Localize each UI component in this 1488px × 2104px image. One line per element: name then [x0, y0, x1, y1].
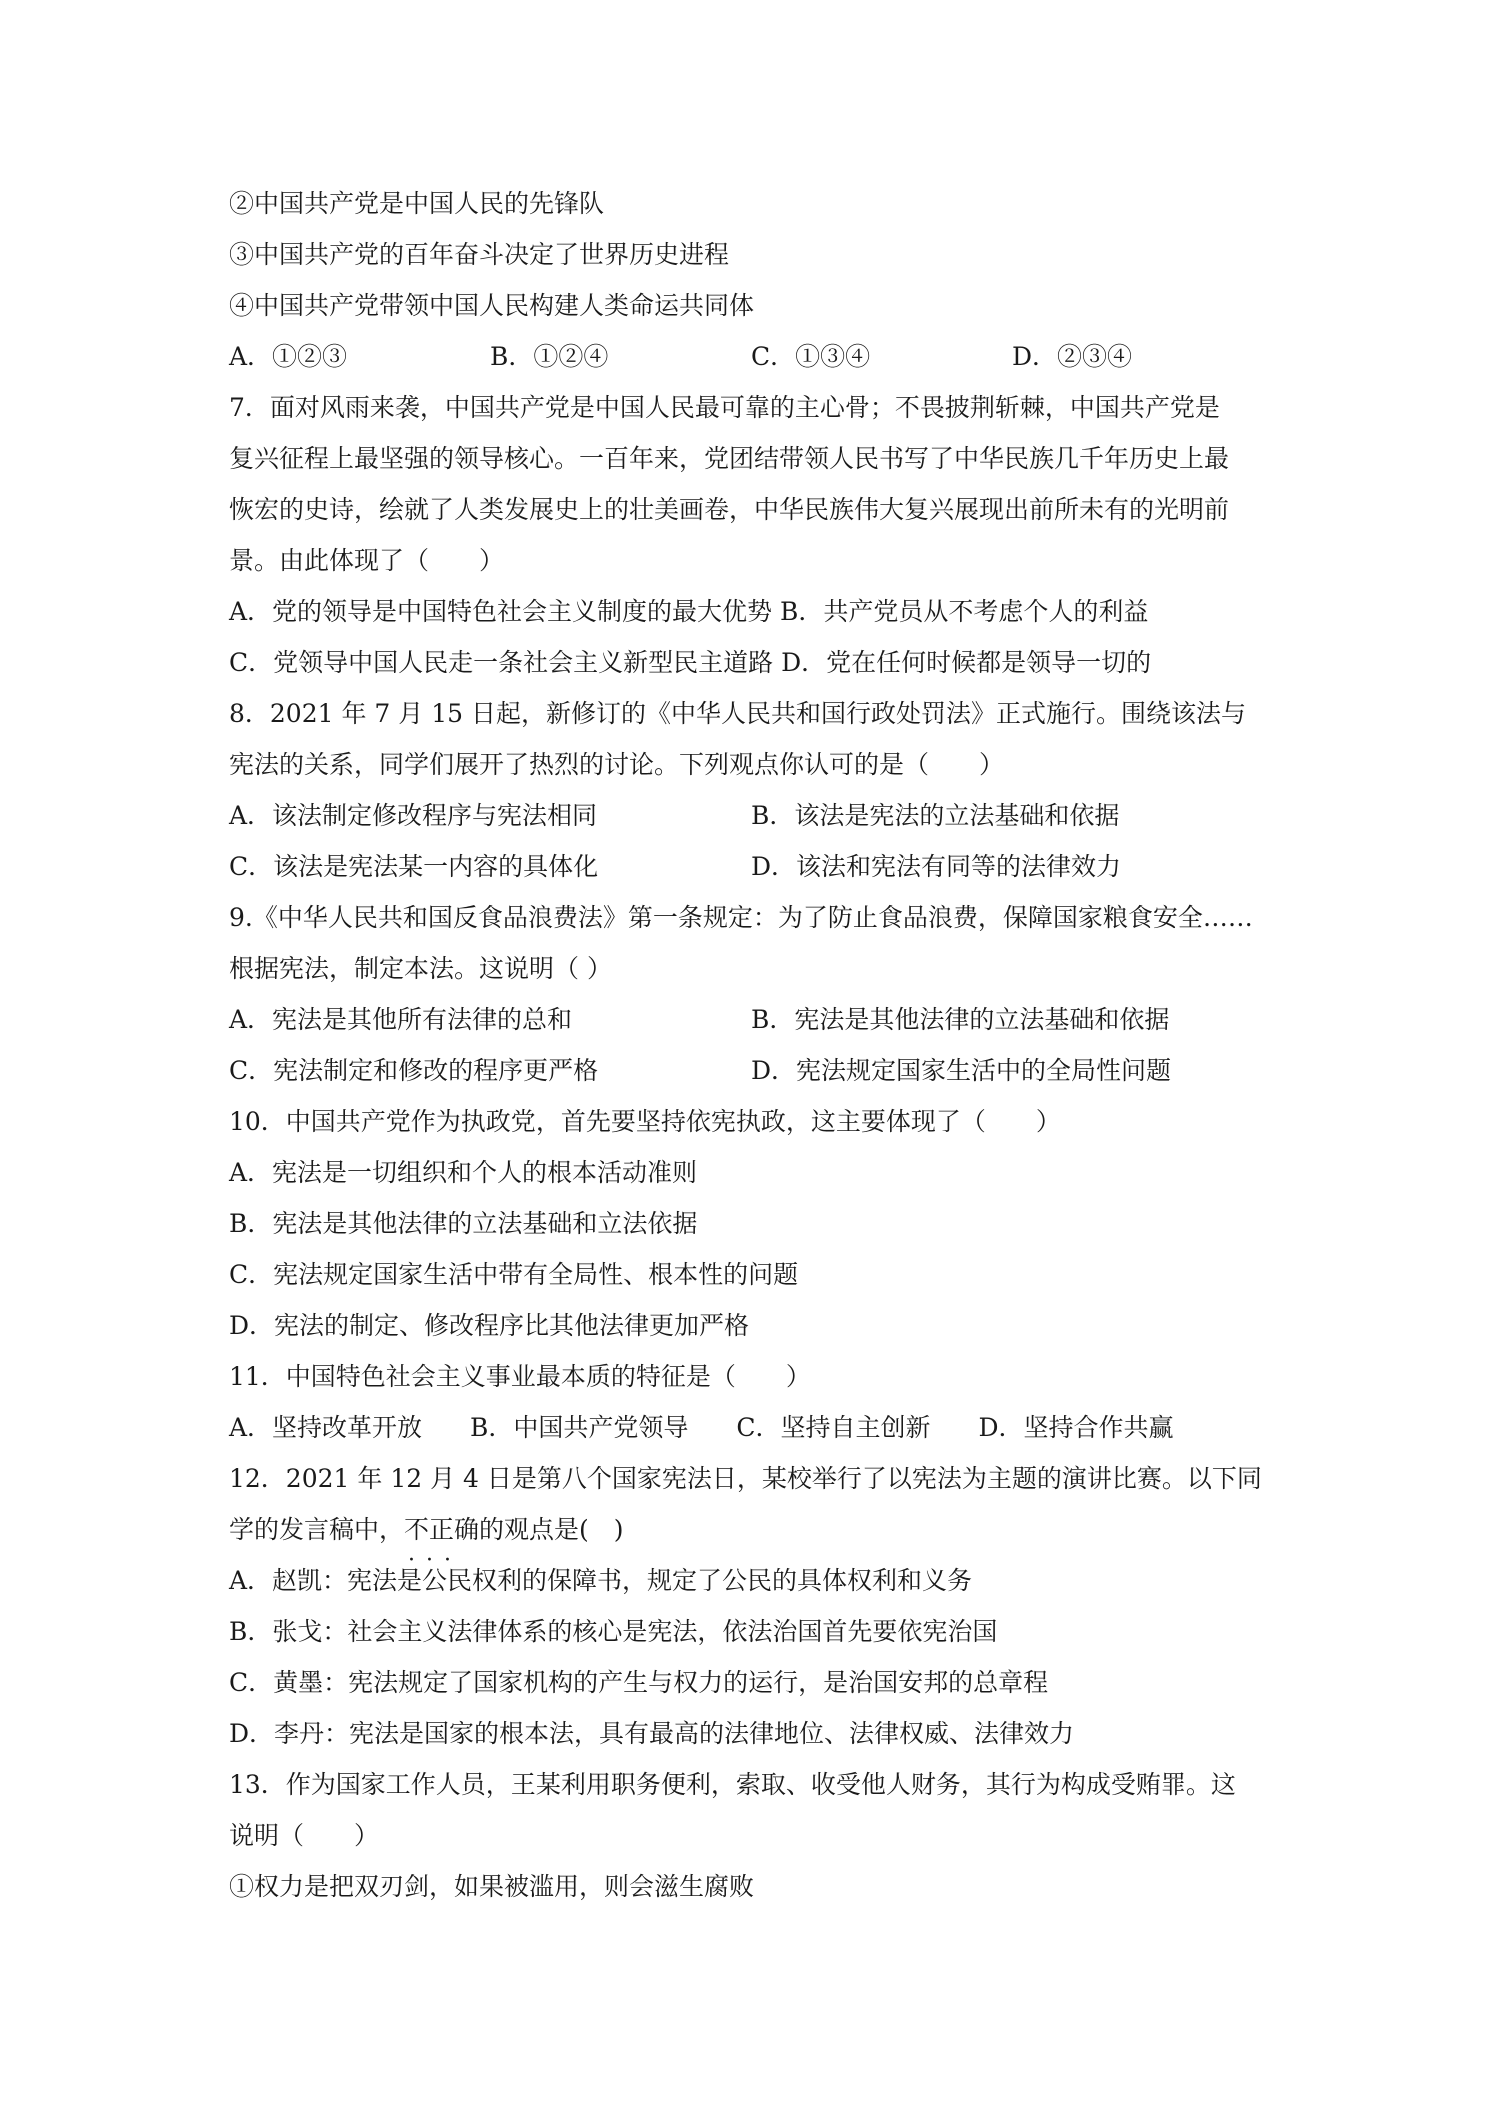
- q6-options: [229, 331, 1274, 382]
- q8-options-row-1: [229, 790, 1274, 841]
- q9-option-b[interactable]: B．宪法是其他法律的立法基础和依据: [751, 1005, 1170, 1034]
- q9-stem-line-2: 根据宪法，制定本法。这说明（ ）: [229, 954, 612, 983]
- q7-stem-line-1: 7．面对风雨来袭，中国共产党是中国人民最可靠的主心骨；不畏披荆斩棘，中国共产党是: [229, 393, 1220, 422]
- q8-option-b[interactable]: B．该法是宪法的立法基础和依据: [751, 801, 1120, 830]
- page-content: [229, 178, 1274, 1912]
- q12-stem-post: 的观点是( ): [479, 1515, 624, 1544]
- q7-stem-line-2: 复兴征程上最坚强的领导核心。一百年来，党团结带领人民书写了中华民族几千年历史上最: [229, 444, 1230, 473]
- q6-item-4: ④中国共产党带领中国人民构建人类命运共同体: [229, 291, 755, 320]
- q12-option-c[interactable]: C．黄墨：宪法规定了国家机构的产生与权力的运行，是治国安邦的总章程: [229, 1668, 1049, 1697]
- q13-stem-line-2: 说明（ ）: [229, 1821, 380, 1850]
- q12-emphasis-not-correct: 不正确 · · ·: [404, 1515, 479, 1544]
- q6-option-d[interactable]: D．②③④: [1012, 342, 1133, 371]
- q8-option-d[interactable]: D．该法和宪法有同等的法律效力: [751, 852, 1122, 881]
- q8-option-a[interactable]: A．该法制定修改程序与宪法相同: [229, 801, 598, 830]
- q12-stem-line-1: 12．2021 年 12 月 4 日是第八个国家宪法日，某校举行了以宪法为主题的演讲比赛。以下同: [229, 1464, 1262, 1493]
- q10-option-d[interactable]: D．宪法的制定、修改程序比其他法律更加严格: [229, 1311, 750, 1340]
- q6-option-c[interactable]: C．①③④: [751, 342, 871, 371]
- q12-option-a[interactable]: A．赵凯：宪法是公民权利的保障书，规定了公民的具体权利和义务: [229, 1566, 973, 1595]
- q11-option-c[interactable]: C．坚持自主创新: [736, 1413, 931, 1442]
- q6-item-2: ②中国共产党是中国人民的先锋队: [229, 189, 605, 218]
- q8-options-row-2: [229, 841, 1274, 892]
- q11-option-a[interactable]: A．坚持改革开放: [229, 1413, 423, 1442]
- q11-options: [229, 1402, 1274, 1453]
- q7-options-ab[interactable]: A．党的领导是中国特色社会主义制度的最大优势 B．共产党员从不考虑个人的利益: [229, 597, 1149, 626]
- q9-stem-line-1: 9.《中华人民共和国反食品浪费法》第一条规定：为了防止食品浪费，保障国家粮食安全……: [229, 903, 1253, 932]
- q11-option-d[interactable]: D．坚持合作共赢: [978, 1413, 1174, 1442]
- q10-option-a[interactable]: A．宪法是一切组织和个人的根本活动准则: [229, 1158, 698, 1187]
- q12-option-b[interactable]: B．张戈：社会主义法律体系的核心是宪法，依法治国首先要依宪治国: [229, 1617, 998, 1646]
- q7-stem-line-4: 景。由此体现了（ ）: [229, 546, 505, 575]
- q6-option-a[interactable]: A．①②③: [229, 342, 348, 371]
- q8-stem-line-2: 宪法的关系，同学们展开了热烈的讨论。下列观点你认可的是（ ）: [229, 750, 1005, 779]
- q7-options-cd[interactable]: C．党领导中国人民走一条社会主义新型民主道路 D．党在任何时候都是领导一切的: [229, 648, 1152, 677]
- q13-item-1: ①权力是把双刃剑，如果被滥用，则会滋生腐败: [229, 1872, 755, 1901]
- q9-option-a[interactable]: A．宪法是其他所有法律的总和: [229, 1005, 573, 1034]
- q9-options-row-1: [229, 994, 1274, 1045]
- q12-option-d[interactable]: D．李丹：宪法是国家的根本法，具有最高的法律地位、法律权威、法律效力: [229, 1719, 1075, 1748]
- q13-stem-line-1: 13．作为国家工作人员，王某利用职务便利，索取、收受他人财务，其行为构成受贿罪。这: [229, 1770, 1236, 1799]
- q12-stem-pre: 学的发言稿中，: [229, 1515, 405, 1544]
- q11-option-b[interactable]: B．中国共产党领导: [470, 1413, 689, 1442]
- q10-option-b[interactable]: B．宪法是其他法律的立法基础和立法依据: [229, 1209, 698, 1238]
- q12-stem-line-2: [229, 1504, 1274, 1555]
- q9-option-c[interactable]: C．宪法制定和修改的程序更严格: [229, 1056, 599, 1085]
- q7-stem-line-3: 恢宏的史诗，绘就了人类发展史上的壮美画卷，中华民族伟大复兴展现出前所未有的光明前: [229, 495, 1230, 524]
- q6-item-3: ③中国共产党的百年奋斗决定了世界历史进程: [229, 240, 730, 269]
- q9-options-row-2: [229, 1045, 1274, 1096]
- q8-option-c[interactable]: C．该法是宪法某一内容的具体化: [229, 852, 599, 881]
- q10-stem: 10．中国共产党作为执政党，首先要坚持依宪执政，这主要体现了（ ）: [229, 1107, 1061, 1136]
- q8-stem-line-1: 8．2021 年 7 月 15 日起，新修订的《中华人民共和国行政处罚法》正式施行。围绕该法与: [229, 699, 1246, 728]
- q9-option-d[interactable]: D．宪法规定国家生活中的全局性问题: [751, 1056, 1172, 1085]
- q11-stem: 11．中国特色社会主义事业最本质的特征是（ ）: [229, 1362, 811, 1391]
- q10-option-c[interactable]: C．宪法规定国家生活中带有全局性、根本性的问题: [229, 1260, 799, 1289]
- q6-option-b[interactable]: B．①②④: [490, 342, 609, 371]
